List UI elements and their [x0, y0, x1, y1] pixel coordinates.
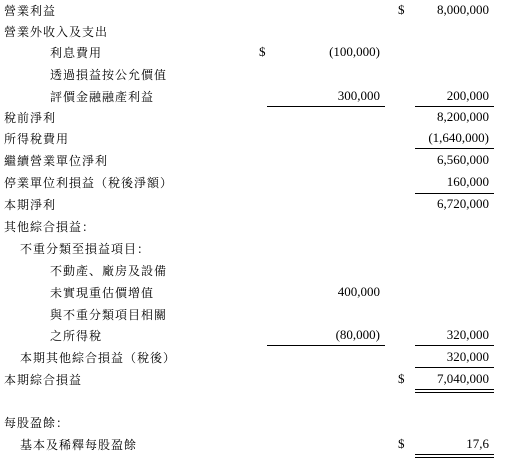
double-underline [415, 454, 494, 458]
row-discontinued-ops [0, 172, 508, 193]
row-label: 每股盈餘： [4, 416, 70, 430]
row-eps-header [0, 412, 508, 433]
currency-symbol: $ [259, 44, 266, 59]
row-oci-header [0, 216, 508, 237]
row-basic-diluted-eps [0, 434, 508, 455]
row-label: 營業利益 [4, 4, 57, 18]
row-label: 未實現重估價增值 [50, 286, 155, 300]
subtotal-rule [415, 148, 494, 149]
row-operating-income [0, 0, 508, 21]
row-label: 所得稅費用 [4, 132, 70, 146]
amount-detail: (80,000) [335, 327, 380, 342]
amount-total: 6,720,000 [437, 196, 489, 211]
row-net-income [0, 194, 508, 215]
amount-detail: 400,000 [337, 284, 380, 299]
row-income-tax [0, 128, 508, 149]
row-label: 透過損益按公允價值 [50, 68, 168, 82]
row-not-reclassified-header [0, 238, 508, 259]
row-fvtpl-line1 [0, 64, 508, 85]
amount-total: 17,6 [466, 436, 489, 451]
row-label: 之所得稅 [50, 329, 103, 343]
row-pretax-income [0, 107, 508, 128]
row-related-tax-line1 [0, 304, 508, 325]
subtotal-rule [415, 345, 494, 346]
double-underline [415, 389, 494, 393]
currency-symbol: $ [398, 436, 405, 451]
row-label: 不動產、廠房及設備 [50, 264, 168, 278]
amount-total: 320,000 [446, 327, 489, 342]
row-label: 繼續營業單位淨利 [4, 154, 109, 168]
row-label: 營業外收入及支出 [4, 25, 109, 39]
amount-total: 8,200,000 [437, 109, 489, 124]
currency-symbol: $ [398, 371, 405, 386]
amount-total: (1,640,000) [428, 130, 489, 145]
subtotal-rule [415, 367, 494, 368]
currency-symbol: $ [398, 2, 405, 17]
row-label: 不重分類至損益項目： [20, 242, 151, 256]
row-related-tax [0, 325, 508, 346]
row-label: 本期其他綜合損益（稅後） [20, 351, 177, 365]
row-label: 其他綜合損益： [4, 220, 96, 234]
amount-total: 200,000 [446, 88, 489, 103]
amount-detail: 300,000 [337, 88, 380, 103]
amount-detail: (100,000) [329, 44, 380, 59]
amount-total: 160,000 [446, 174, 489, 189]
row-oci-net [0, 347, 508, 368]
row-label: 本期綜合損益 [4, 373, 83, 387]
amount-total: 320,000 [446, 349, 489, 364]
row-interest-expense [0, 42, 508, 63]
row-label: 評價金融融產利益 [50, 90, 155, 104]
row-label: 本期淨利 [4, 198, 57, 212]
amount-total: 7,040,000 [437, 371, 489, 386]
row-label: 利息費用 [50, 46, 103, 60]
row-label: 基本及稀釋每股盈餘 [20, 438, 138, 452]
row-label: 稅前淨利 [4, 111, 57, 125]
amount-total: 8,000,000 [437, 2, 489, 17]
row-fvtpl-gain [0, 86, 508, 107]
amount-total: 6,560,000 [437, 152, 489, 167]
row-label: 停業單位利損益（稅後淨額） [4, 176, 174, 190]
row-label: 與不重分類項目相關 [50, 308, 168, 322]
row-total-comprehensive-income [0, 369, 508, 390]
subtotal-rule [267, 345, 385, 346]
row-ppe-line1 [0, 260, 508, 281]
row-revaluation-surplus [0, 282, 508, 303]
row-non-operating-header [0, 21, 508, 42]
row-continuing-ops-income [0, 150, 508, 171]
